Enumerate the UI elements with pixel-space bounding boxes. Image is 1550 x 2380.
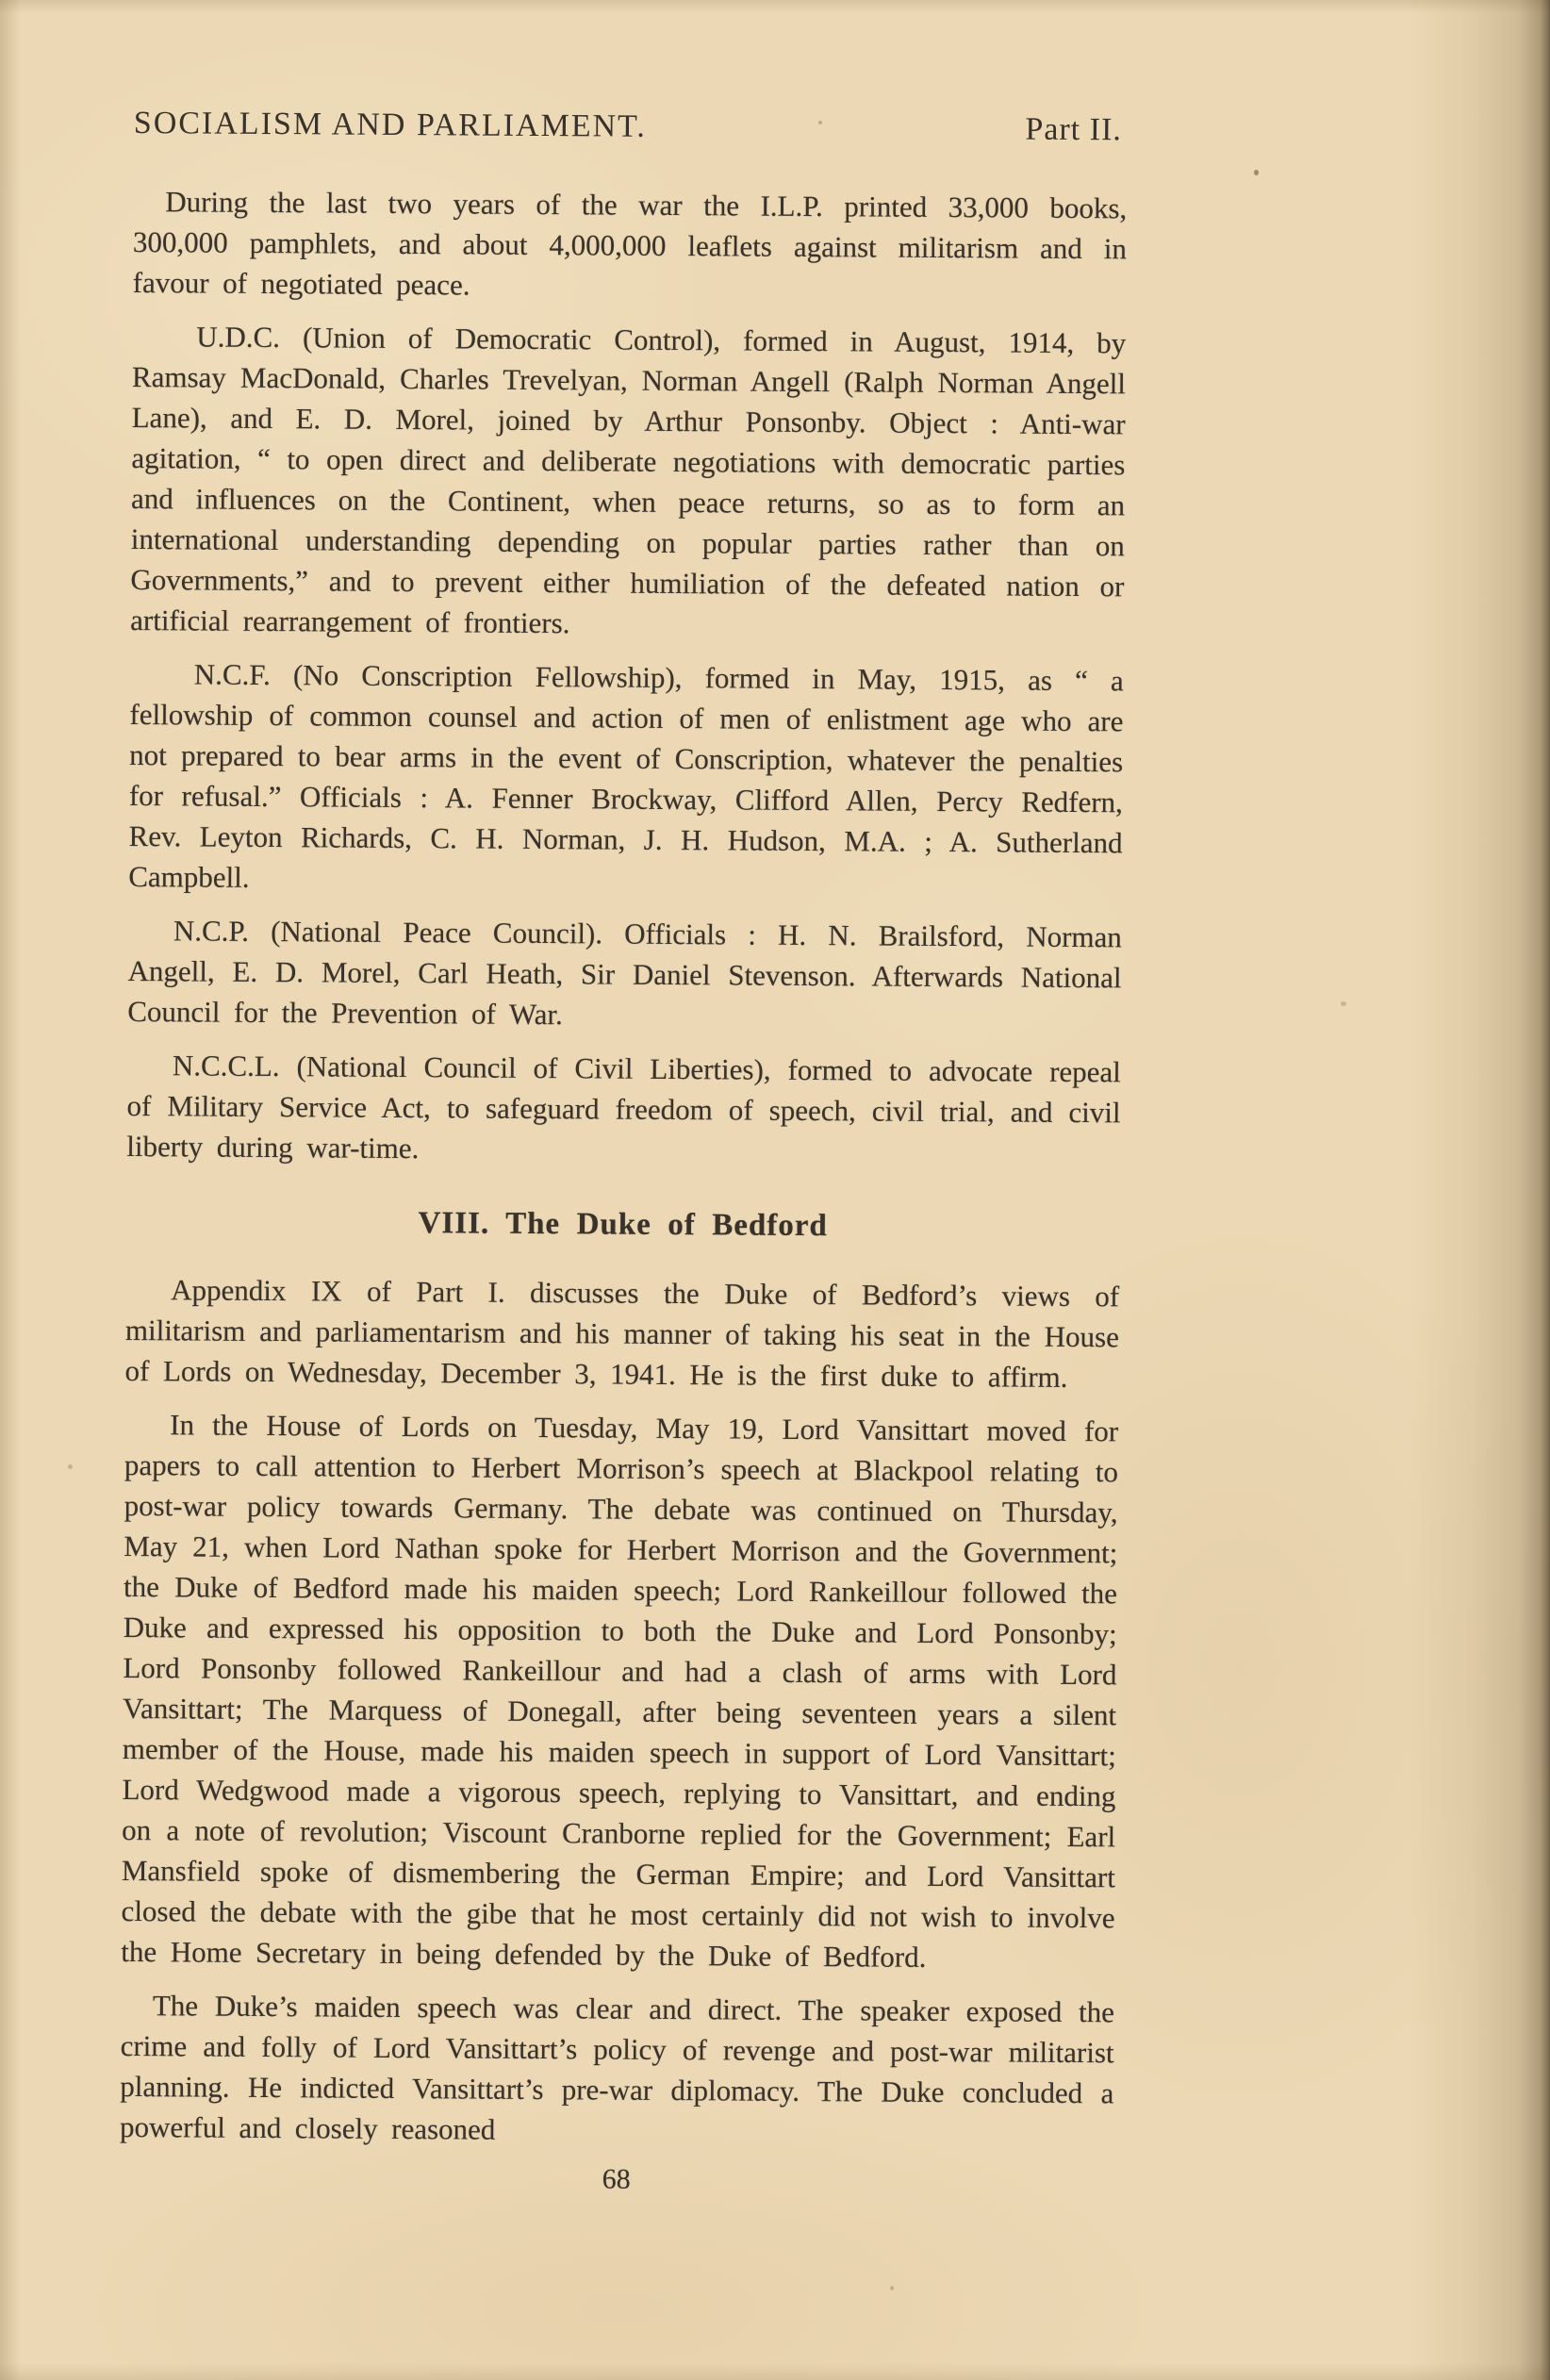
paper-speck: [68, 1464, 73, 1469]
page-top-edge-shadow: [0, 0, 1550, 13]
paper-speck: [890, 2286, 894, 2290]
paper-speck: [1341, 1001, 1346, 1006]
text-block: [120, 106, 1128, 2199]
running-header-part: Part II.: [1025, 111, 1122, 148]
page-number: 68: [602, 2163, 631, 2195]
running-header: [134, 106, 1128, 148]
section-heading: VIII. The Duke of Bedford: [418, 1206, 828, 1244]
paragraph-nccl: N.C.C.L. (National Council of Civil Liberties), formed to advocate repeal of Military Service Act, to safeguard freedom of speech, civil trial, and civil liberty during war-time.: [126, 1049, 1121, 1165]
paragraph-ncp: N.C.P. (National Peace Council). Officials : H. N. Brailsford, Norman Angell, E. D. Morel, Carl Heath, Sir Daniel Stevenson. Afterwards National Council for the Prevention of War.: [127, 914, 1122, 1032]
paper-speck: [1254, 170, 1259, 175]
paragraph-udc: U.D.C. (Union of Democratic Control), formed in August, 1914, by Ramsay MacDonald, Charles Trevelyan, Norman Angell (Ralph Norman Angell Lane), and E. D. Morel, joined by Arthur Ponsonby. Object : Anti-war agitation, “ to open direct and deliberate negotiations with democratic parties and influences on the Continent, when peace returns, so as to form an international understanding depending on popular parties rather than on Governments,” and to prevent either humiliation of the defeated nation or artificial rearrangement of frontiers.: [130, 320, 1127, 640]
paragraph-lords-debate: In the House of Lords on Tuesday, May 19, Lord Vansittart moved for papers to call attention to Herbert Morrison’s speech at Blackpool relating to post-war policy towards Germany. The debate was continued on Thursday, May 21, when Lord Nathan spoke for Herbert Morrison and the Government; the Duke of Bedford made his maiden speech; Lord Rankeillour followed the Duke and expressed his opposition to both the Duke and Lord Ponsonby; Lord Ponsonby followed Rankeillour and had a clash of arms with Lord Vansittart; The Marquess of Donegall, after being seventeen years a silent member of the House, made his maiden speech in support of Lord Vansittart; Lord Wedgwood made a vigorous speech, replying to Vansittart, and ending on a note of revolution; Viscount Cranborne replied for the Government; Earl Mansfield spoke of dismembering the German Empire; and Lord Vansittart closed the debate with the gibe that he most certainly did not wish to involve the Home Secretary in being defended by the Duke of Bedford.: [121, 1408, 1119, 1974]
paragraph-appendix: Appendix IX of Part I. discusses the Duke of Bedford’s views of militarism and parliamentarism and his manner of taking his seat in the House of Lords on Wednesday, December 3, 1941. He is the first duke to affirm.: [124, 1273, 1120, 1394]
paragraph-ncf: N.C.F. (No Conscription Fellowship), formed in May, 1915, as “ a fellowship of common counsel and action of men of enlistment age who are not prepared to bear arms in the event of Conscription, whatever the penalties for refusal.” Officials : A. Fenner Brockway, Clifford Allen, Percy Redfern, Rev. Leyton Richards, C. H. Norman, J. H. Hudson, M.A. ; A. Sutherland Campbell.: [128, 657, 1124, 894]
page-left-edge-shadow: [0, 0, 21, 2380]
paragraph-ilp: During the last two years of the war the I.L.P. printed 33,000 books, 300,000 pamphlets, and about 4,000,000 leaflets against militarism and in favour of negotiated peace.: [132, 185, 1128, 302]
page-bottom-edge-shadow: [0, 2363, 1550, 2380]
paragraph-dukes-speech: The Duke’s maiden speech was clear and direct. The speaker exposed the crime and folly of Lord Vansittart’s policy of revenge and post-war militarist planning. He indicted Vansittart’s pre-war diplomacy. The Duke concluded a powerful and closely reasoned: [119, 1989, 1115, 2146]
paper-speck: [818, 121, 822, 124]
page-binding-shadow: [1409, 0, 1550, 2380]
running-header-title: SOCIALISM AND PARLIAMENT.: [133, 106, 647, 144]
